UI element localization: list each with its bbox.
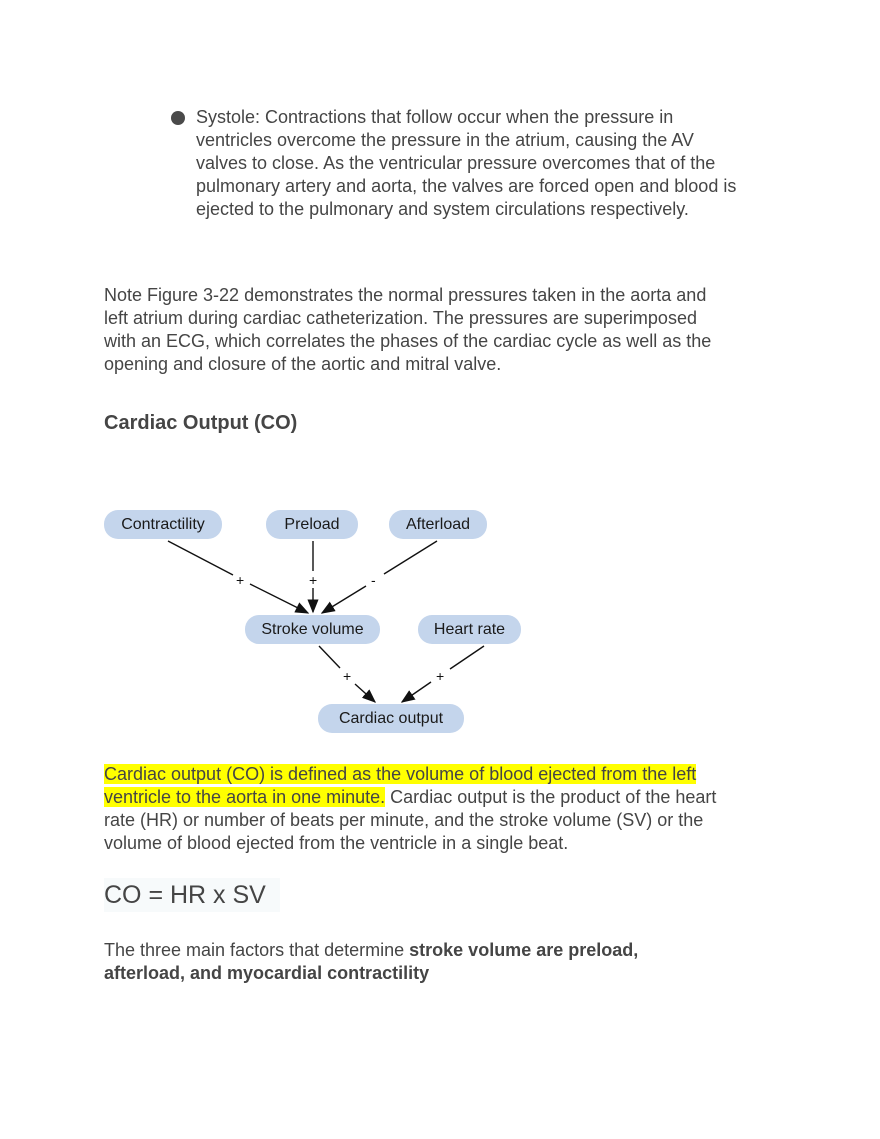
highlighted-definition: Cardiac output (CO) is defined as the volume of blood ejected from the left ventricle to the aorta in one minute. (104, 764, 697, 807)
definition-rest: Cardiac output is the product of the heart rate (HR) or number of beats per minute, and the stroke volume (SV) or the volume of blood ejected from the ventricle in a single beat. (104, 787, 717, 853)
formula: CO = HR x SV (104, 878, 280, 912)
node-stroke-volume: Stroke volume (245, 615, 380, 644)
factors-lead: The three main factors that determine (104, 940, 410, 960)
node-heart-rate: Heart rate (418, 615, 521, 644)
arrow-heart-rate (450, 646, 484, 669)
arrow-afterload (384, 541, 437, 574)
definition-paragraph (104, 763, 744, 855)
sign-afterload: - (371, 572, 376, 588)
node-afterload: Afterload (389, 510, 487, 539)
factors-bold: stroke volume are preload, afterload, and myocardial contractility (104, 940, 639, 983)
systole-bullet-text: Systole: Contractions that follow occur when the pressure in ventricles overcome the pressure in the atrium, causing the AV valves to close. As the ventricular pressure overcomes that of the pulmonary artery and aorta, the valves are forced open and blood is ejected to the pulmonary and system circulations respectively. (196, 107, 737, 219)
sign-preload: + (309, 572, 318, 588)
node-cardiac-output: Cardiac output (318, 704, 464, 733)
arrow-stroke-volume (319, 646, 340, 668)
node-contractility: Contractility (104, 510, 222, 539)
section-heading: Cardiac Output (CO) (104, 412, 298, 434)
note-paragraph: Note Figure 3-22 demonstrates the normal pressures taken in the aorta and left atrium during cardiac catheterization. The pressures are superimposed with an ECG, which correlates the phases of the cardiac cycle as well as the opening and closure of the aortic and mitral valve. (104, 285, 712, 374)
sign-contractility: + (236, 572, 245, 588)
node-preload: Preload (266, 510, 358, 539)
sign-heart-rate: + (436, 668, 445, 684)
sign-stroke-volume: + (343, 668, 352, 684)
factors-paragraph (104, 939, 724, 985)
arrow-contractility (168, 541, 233, 575)
